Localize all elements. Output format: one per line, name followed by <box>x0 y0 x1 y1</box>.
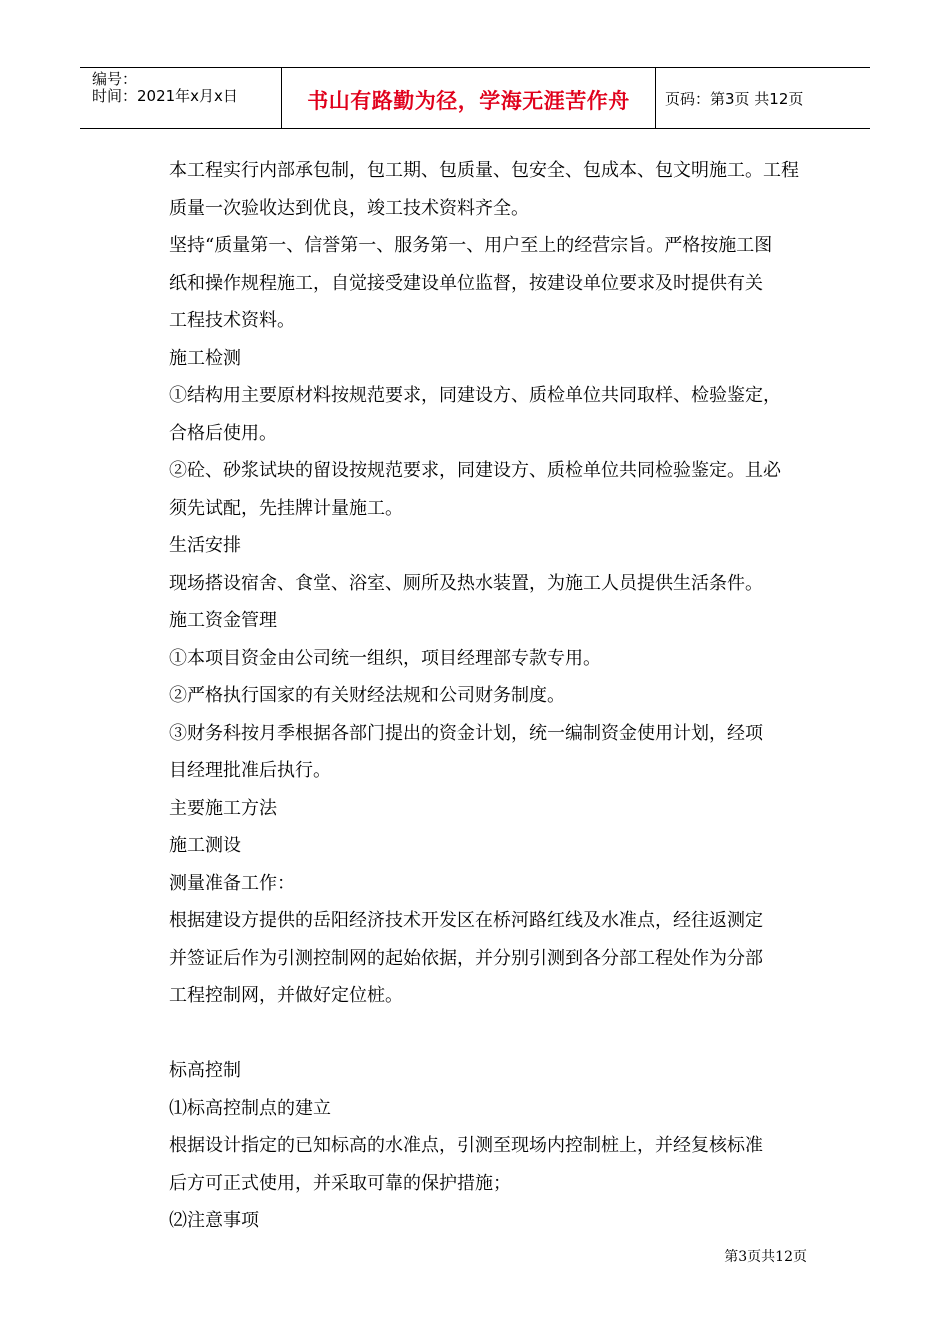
body-line: ③财务科按月季根据各部门提出的资金计划，统一编制资金使用计划，经项 <box>169 722 763 744</box>
header-page-info: 页码：第3页 共12页 <box>665 89 804 108</box>
body-line: ⑵注意事项 <box>169 1210 259 1231</box>
body-line: 根据建设方提供的岳阳经济技术开发区在桥河路红线及水准点，经往返测定 <box>169 910 763 931</box>
body-line: 目经理批准后执行。 <box>169 760 331 781</box>
body-line: 生活安排 <box>169 535 241 556</box>
body-line: ②严格执行国家的有关财经法规和公司财务制度。 <box>169 685 565 706</box>
body-line: ①本项目资金由公司统一组织，项目经理部专款专用。 <box>169 647 601 669</box>
body-line: ⑴标高控制点的建立 <box>169 1097 331 1119</box>
body-line: 须先试配，先挂牌计量施工。 <box>169 497 403 519</box>
header-motto: 书山有路勤为径，学海无涯苦作舟 <box>307 89 630 113</box>
header-page-cell <box>656 68 870 128</box>
body-line: 现场搭设宿舍、食堂、浴室、厕所及热水装置，为施工人员提供生活条件。 <box>169 572 763 594</box>
document-number-label: 编号： <box>92 70 138 88</box>
body-line: 质量一次验收达到优良，竣工技术资料齐全。 <box>169 197 529 219</box>
body-line: 后方可正式使用，并采取可靠的保护措施； <box>169 1172 511 1194</box>
body-line: 施工测设 <box>169 835 241 856</box>
header-motto-cell <box>282 68 656 128</box>
body-line: 纸和操作规程施工，自觉接受建设单位监督，按建设单位要求及时提供有关 <box>169 272 763 294</box>
body-line: 测量准备工作： <box>169 872 295 894</box>
body-line: 主要施工方法 <box>169 797 277 819</box>
body-line: 施工资金管理 <box>169 610 277 631</box>
body-line: 坚持“质量第一、信誉第一、服务第一、用户至上的经营宗旨。严格按施工图 <box>169 235 773 256</box>
body-line: ①结构用主要原材料按规范要求，同建设方、质检单位共同取样、检验鉴定， <box>169 385 781 406</box>
body-line: 工程控制网，并做好定位桩。 <box>169 985 403 1006</box>
body-line: 工程技术资料。 <box>169 310 295 331</box>
document-date-label: 时间：2021年x月x日 <box>92 87 238 105</box>
page-footer <box>724 1246 807 1266</box>
body-line: 本工程实行内部承包制，包工期、包质量、包安全、包成本、包文明施工。工程 <box>169 160 799 181</box>
body-line: 施工检测 <box>169 347 241 369</box>
body-line: 并签证后作为引测控制网的起始依据，并分别引测到各分部工程处作为分部 <box>169 947 763 969</box>
blank-line <box>169 1015 809 1053</box>
page-header <box>80 67 870 129</box>
footer-page-number: 第3页共12页 <box>724 1249 807 1265</box>
document-body <box>169 152 809 1240</box>
header-meta-cell <box>80 68 282 128</box>
body-line: ②砼、砂浆试块的留设按规范要求，同建设方、质检单位共同检验鉴定。且必 <box>169 460 781 481</box>
body-line: 根据设计指定的已知标高的水准点，引测至现场内控制桩上，并经复核标准 <box>169 1135 763 1156</box>
body-line: 合格后使用。 <box>169 422 277 444</box>
body-line: 标高控制 <box>169 1060 241 1081</box>
